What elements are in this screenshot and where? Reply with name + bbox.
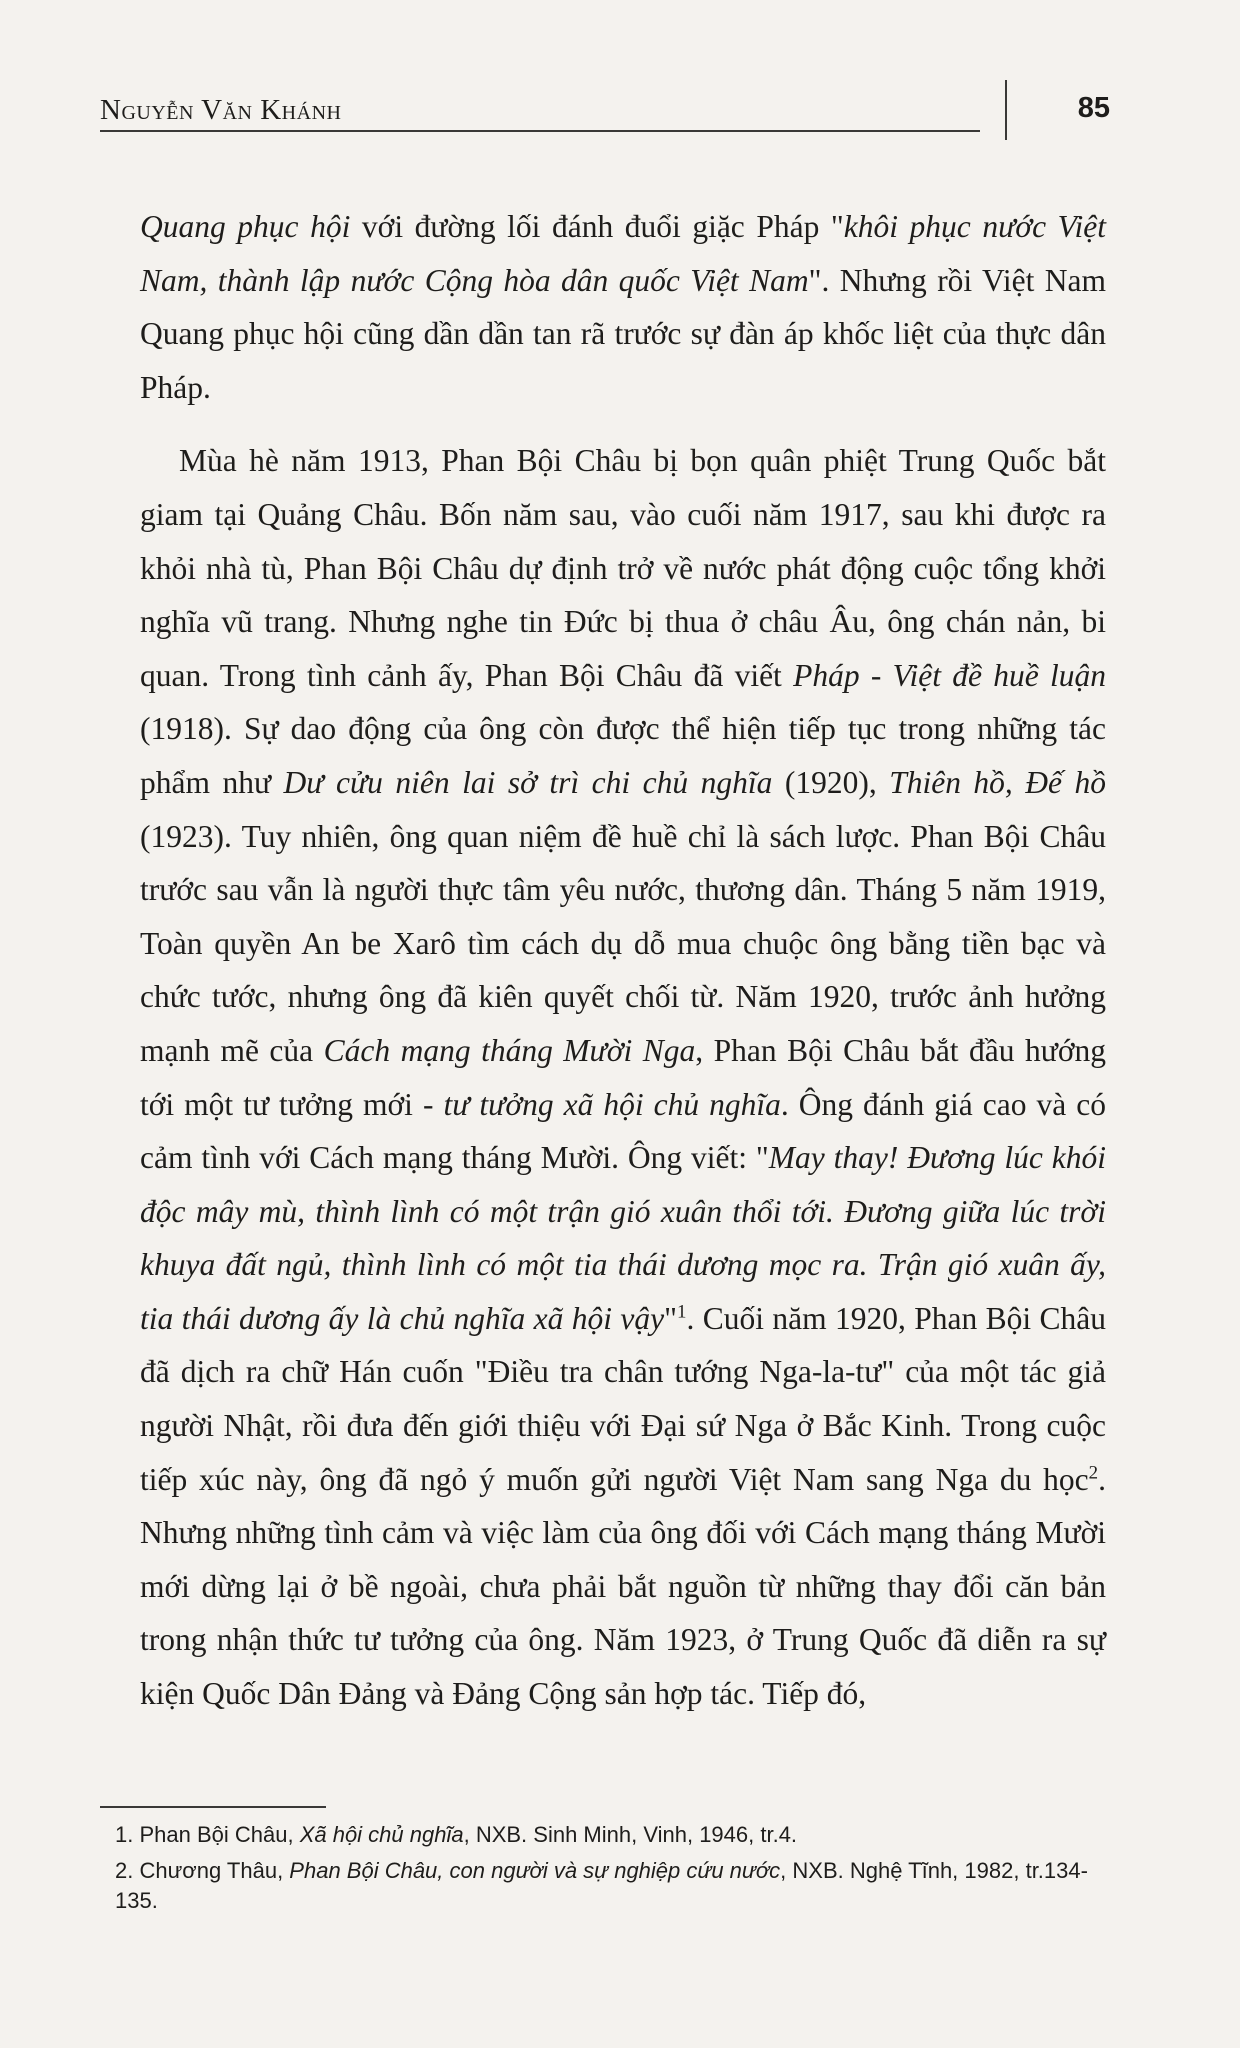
footnote-text: 1. Phan Bội Châu, [115, 1822, 300, 1847]
header-rule [100, 130, 980, 132]
footnote-item [115, 1820, 1100, 1850]
work-title: Pháp - Việt đề huề luận [793, 657, 1106, 693]
page-number: 85 [1077, 92, 1110, 124]
paragraph [140, 434, 1106, 1720]
concept-italic: tư tưởng xã hội chủ nghĩa [443, 1086, 781, 1122]
footnote-ref[interactable]: 1 [676, 1301, 687, 1323]
running-header [100, 80, 1110, 140]
text-run: . Nhưng những tình cảm và việc làm của ông đối với Cách mạng tháng Mười mới dừng lại ở bề ngoài, chưa phải bắt nguồn từ những thay đổi căn bản trong nhận thức tư tưởng của ông. Năm 1923, ở Trung Quốc đã diễn ra sự kiện Quốc Dân Đảng và Đảng Cộng sản hợp tác. Tiếp đó, [140, 1461, 1106, 1712]
footnote-text: 2. Chương Thâu, [115, 1858, 290, 1883]
event-name: Cách mạng tháng Mười Nga [323, 1032, 696, 1068]
quote-italic: May thay! Đương lúc khói độc mây mù, thình lình có một trận gió xuân thổi tới. Đương giữa lúc trời khuya đất ngủ, thình lình có một tia thái dương mọc ra. Trận gió xuân ấy, tia thái dương ấy là chủ nghĩa xã hội vậy [140, 1140, 1106, 1336]
text-run: (1918). Sự dao động của ông còn được thể hiện tiếp tục trong những tác phẩm như [140, 711, 1106, 800]
body-text [140, 200, 1106, 1721]
text-run: . Ông đánh giá cao và có cảm tình với Cách mạng tháng Mười. Ông viết: " [140, 1086, 1106, 1176]
text-run: với đường lối đánh đuổi giặc Pháp " [350, 209, 844, 244]
footnote-ref[interactable]: 2 [1088, 1462, 1099, 1484]
author-name: Nguyễn Văn Khánh [100, 94, 342, 126]
text-run: (1920), [772, 764, 890, 800]
footnote-item [115, 1856, 1100, 1916]
text-run: ". Nhưng rồi Việt Nam Quang phục hội cũng dần dần tan rã trước sự đàn áp khốc liệt của thực dân Pháp. [140, 262, 1106, 405]
text-run: , Phan Bội Châu bắt đầu hướng tới một tư tưởng mới - [140, 1032, 1106, 1122]
footnote-text: , NXB. Sinh Minh, Vinh, 1946, tr.4. [463, 1822, 798, 1847]
header-divider [1005, 80, 1007, 140]
text-run: (1923). Tuy nhiên, ông quan niệm đề huề chỉ là sách lược. Phan Bội Châu trước sau vẫn là người thực tâm yêu nước, thương dân. Tháng 5 năm 1919, Toàn quyền An be Xarô tìm cách dụ dỗ mua chuộc ông bằng tiền bạc và chức tước, nhưng ông đã kiên quyết chối từ. Năm 1920, trước ảnh hưởng mạnh mẽ của [140, 818, 1106, 1068]
paragraph-continued [140, 200, 1106, 414]
footnote-rule [100, 1806, 326, 1808]
text-run: " [664, 1300, 677, 1336]
text-run: Mùa hè năm 1913, Phan Bội Châu bị bọn quân phiệt Trung Quốc bắt giam tại Quảng Châu. Bốn năm sau, vào cuối năm 1917, sau khi được ra khỏi nhà tù, Phan Bội Châu dự định trở về nước phát động cuộc tổng khởi nghĩa vũ trang. Nhưng nghe tin Đức bị thua ở châu Âu, ông chán nản, bi quan. Trong tình cảnh ấy, Phan Bội Châu đã viết [140, 443, 1106, 693]
org-name: Quang phục hội [140, 209, 351, 244]
footnote-title: Xã hội chủ nghĩa [299, 1822, 464, 1847]
text-run: . Cuối năm 1920, Phan Bội Châu đã dịch ra chữ Hán cuốn "Điều tra chân tướng Nga-la-tư" của một tác giả người Nhật, rồi đưa đến giới thiệu với Đại sứ Nga ở Bắc Kinh. Trong cuộc tiếp xúc này, ông đã ngỏ ý muốn gửi người Việt Nam sang Nga du học [140, 1300, 1106, 1497]
work-title: Dư cửu niên lai sở trì chi chủ nghĩa [283, 764, 773, 800]
footnote-title: Phan Bội Châu, con người và sự nghiệp cứu nước [289, 1858, 781, 1883]
work-title: Thiên hồ, Đế hồ [889, 764, 1107, 800]
footnote-text: , NXB. Nghệ Tĩnh, 1982, tr.134-135. [115, 1858, 1088, 1913]
quote-italic: khôi phục nước Việt Nam, thành lập nước Cộng hòa dân quốc Việt Nam [140, 209, 1107, 298]
footnotes [115, 1820, 1100, 1922]
